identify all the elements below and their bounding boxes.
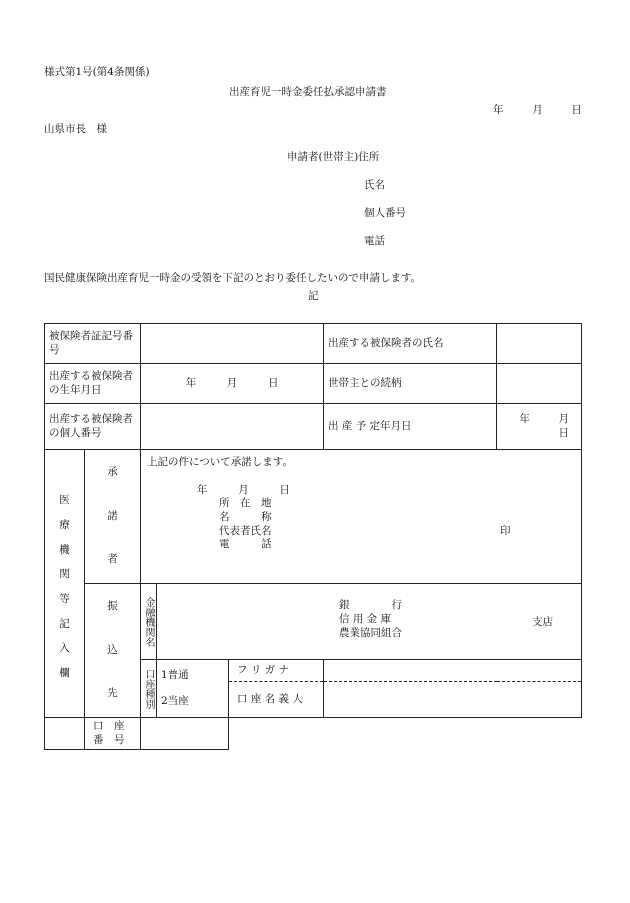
account-number-label — [85, 718, 141, 750]
transfer-char-1: 振 — [107, 600, 118, 613]
institution-label — [141, 584, 157, 660]
consenter-char-2: 諾 — [107, 509, 118, 522]
applicant-phone-label: 電話 — [364, 235, 385, 247]
med-char-8: 欄 — [59, 666, 70, 679]
furigana-label — [229, 660, 324, 682]
account-number-spacer — [45, 718, 85, 750]
med-char-2: 療 — [59, 519, 70, 532]
bank-label: 銀 行 — [339, 599, 402, 611]
date-line — [493, 104, 582, 117]
consent-phone: 電 話 — [219, 538, 272, 551]
med-char-3: 機 — [59, 543, 70, 556]
date-year: 年 — [493, 104, 504, 116]
consenter-label — [85, 450, 141, 584]
date-month: 月 — [532, 104, 543, 116]
account-type-options[interactable] — [157, 660, 229, 718]
institution-label-text: 金融機関名 — [143, 596, 154, 647]
medical-section-label — [45, 450, 85, 718]
addressee: 山県市長 様 — [44, 123, 107, 135]
consenter-char-3: 者 — [107, 553, 118, 566]
mother-birthdate-label: 出産する被保険者の生年月日 — [45, 364, 141, 404]
consent-block — [141, 450, 582, 584]
page-title: 出産育児一時金委任払承認申請書 — [229, 86, 387, 98]
due-day: 日 — [558, 426, 569, 439]
mother-name-label: 出産する被保険者の氏名 — [324, 324, 497, 364]
applicant-address-label: 申請者(世帯主)住所 — [287, 151, 380, 163]
med-char-5: 等 — [59, 593, 70, 605]
applicant-personal-number-label: 個人番号 — [364, 207, 406, 219]
furigana-field[interactable] — [324, 660, 582, 682]
form-number: 様式第1号(第4条関係) — [44, 66, 150, 78]
consent-text: 上記の件について承諾します。 — [147, 456, 293, 468]
med-char-7: 入 — [59, 642, 70, 655]
due-date-field[interactable] — [497, 404, 582, 450]
birth-day: 日 — [267, 376, 279, 389]
insured-card-number-field[interactable] — [141, 324, 324, 364]
account-type-2[interactable]: 2当座 — [161, 694, 189, 707]
account-holder-label — [229, 682, 324, 718]
relation-label: 世帯主との続柄 — [324, 364, 497, 404]
consent-location: 所 在 地 — [219, 497, 272, 510]
date-day: 日 — [571, 104, 582, 116]
nokyo-label: 農業協同組合 — [339, 627, 402, 640]
med-char-4: 関 — [59, 568, 70, 581]
account-number-field[interactable] — [141, 718, 229, 750]
account-type-label-text: 口座種別 — [143, 668, 154, 709]
transfer-label — [85, 584, 141, 718]
institution-field[interactable] — [157, 584, 582, 660]
application-table — [44, 323, 582, 750]
furigana-text: フ リ ガ ナ — [237, 663, 290, 676]
account-holder-field[interactable] — [324, 682, 582, 718]
account-type-1[interactable]: 1普通 — [161, 668, 189, 681]
shinkin-label: 信 用 金 庫 — [339, 613, 392, 626]
ki-label: 記 — [308, 290, 319, 302]
birth-month: 月 — [226, 376, 238, 389]
due-date-label: 出 産 予 定年月日 — [324, 404, 497, 450]
transfer-char-3: 先 — [107, 687, 118, 700]
branch-label: 支店 — [532, 616, 553, 628]
consenter-char-1: 承 — [107, 466, 118, 479]
consent-representative-row — [147, 525, 575, 539]
insured-card-number-label: 被保険者証記号番号 — [45, 324, 141, 364]
account-holder-text: 口 座 名 義 人 — [237, 692, 303, 705]
consent-representative: 代表者氏名 — [219, 524, 272, 537]
med-char-1: 医 — [59, 494, 70, 507]
med-char-6: 記 — [59, 617, 70, 630]
seal-mark: 印 — [500, 524, 511, 537]
consent-month: 月 — [238, 483, 249, 496]
consent-day: 日 — [279, 483, 290, 496]
applicant-name-label: 氏名 — [364, 179, 385, 191]
account-type-label — [141, 660, 157, 718]
relation-field[interactable] — [497, 364, 582, 404]
transfer-char-2: 込 — [107, 643, 118, 656]
mother-personal-number-label: 出産する被保険者の個人番号 — [45, 404, 141, 450]
account-number-text: 口 座 番 号 — [93, 720, 135, 746]
mother-personal-number-field[interactable] — [141, 404, 324, 450]
mother-name-field[interactable] — [497, 324, 582, 364]
mother-birthdate-field[interactable] — [141, 364, 324, 404]
statement: 国民健康保険出産育児一時金の受領を下記のとおり委任したいので申請します。 — [44, 272, 422, 284]
birth-year: 年 — [185, 376, 197, 389]
consent-year: 年 — [197, 483, 208, 496]
consent-org-name: 名 称 — [219, 510, 272, 523]
due-year: 年 — [519, 412, 530, 425]
due-month: 月 — [558, 412, 569, 425]
